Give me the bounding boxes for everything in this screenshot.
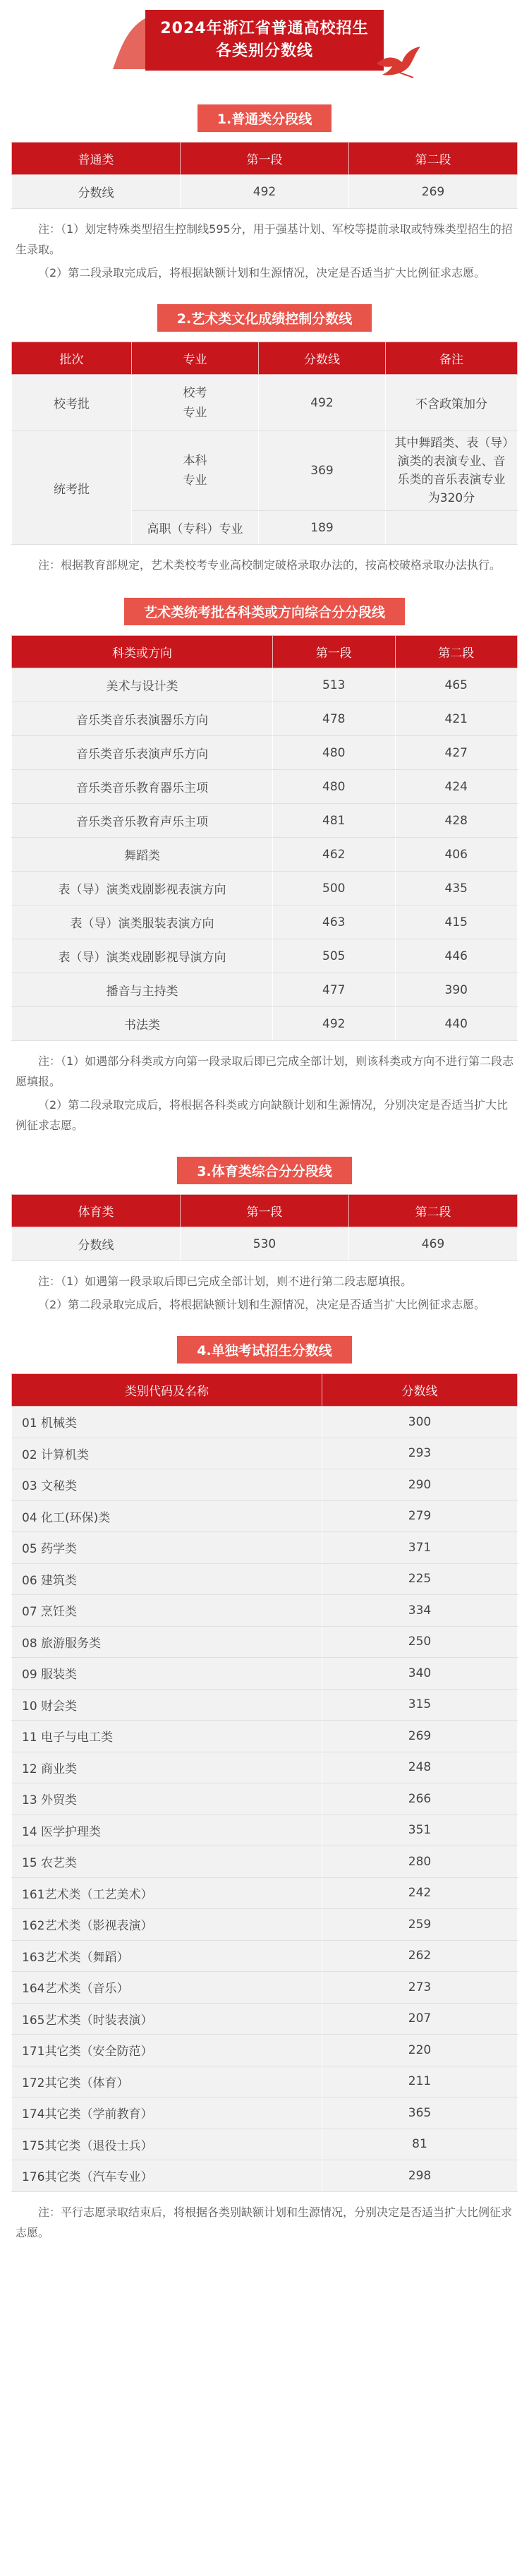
table-cell: 音乐类音乐教育声乐主项 — [12, 804, 273, 838]
table-cell: 统考批 — [12, 431, 132, 545]
table-cell: 250 — [322, 1626, 518, 1658]
table-row — [12, 668, 518, 702]
table-row — [12, 1689, 518, 1721]
table-row — [12, 175, 518, 209]
table-header: 类别代码及名称 — [12, 1374, 322, 1407]
major-line: 本科 — [183, 454, 207, 468]
table-cell: 440 — [395, 1007, 518, 1041]
table-cell: 492 — [181, 175, 349, 209]
dove-icon — [374, 42, 423, 79]
note-text: 注：平行志愿录取结束后，将根据各类别缺额计划和生源情况，分别决定是否适当扩大比例征求志愿。 — [16, 2205, 513, 2239]
table-cell: 03 文秘类 — [12, 1469, 322, 1501]
table-row — [12, 1438, 518, 1469]
table-row — [12, 2035, 518, 2066]
table-cell: 492 — [259, 375, 386, 431]
table-cell: 390 — [395, 973, 518, 1007]
table-cell: 259 — [322, 1909, 518, 1941]
table-cell: 481 — [273, 804, 396, 838]
banner-title-line2: 各类别分数线 — [215, 42, 313, 60]
table-row — [12, 1563, 518, 1595]
table-row — [12, 1595, 518, 1627]
table-cell: 164艺术类（音乐） — [12, 1972, 322, 2004]
table-cell: 273 — [322, 1972, 518, 2004]
table-cell: 369 — [259, 431, 386, 511]
table-header: 第一段 — [273, 636, 396, 668]
table-cell: 465 — [395, 668, 518, 702]
table-cell: 424 — [395, 770, 518, 804]
table-cell: 175其它类（退役士兵） — [12, 2129, 322, 2160]
table-row — [12, 1500, 518, 1532]
table-cell: 02 计算机类 — [12, 1438, 322, 1469]
table-cell: 高职（专科）专业 — [132, 511, 259, 545]
table-row — [12, 1972, 518, 2004]
table-header: 科类或方向 — [12, 636, 273, 668]
table-cell: 校考批 — [12, 375, 132, 431]
table-header: 体育类 — [12, 1195, 181, 1227]
table-cell: 音乐类音乐表演器乐方向 — [12, 702, 273, 736]
table-row — [12, 770, 518, 804]
table-cell: 161艺术类（工艺美术） — [12, 1877, 322, 1909]
table-cell: 280 — [322, 1846, 518, 1878]
red-wave-decoration — [106, 14, 145, 71]
table-cell: 163艺术类（舞蹈） — [12, 1940, 322, 1972]
table-cell: 269 — [322, 1721, 518, 1752]
table-header: 第二段 — [395, 636, 518, 668]
section-title-single-exam: 4.单独考试招生分数线 — [177, 1336, 351, 1364]
major-line: 专业 — [183, 474, 207, 488]
table-cell: 06 建筑类 — [12, 1563, 322, 1595]
table-row — [12, 1469, 518, 1501]
table-cell — [132, 375, 259, 431]
table-cell: 477 — [273, 973, 396, 1007]
table-cell: 530 — [181, 1227, 349, 1261]
header-banner — [0, 0, 529, 79]
table-cell: 315 — [322, 1689, 518, 1721]
note-text: 注：（1）如遇部分科类或方向第一段录取后即已完成全部计划，则该科类或方向不进行第二段志愿填报。 — [16, 1054, 514, 1088]
table-header: 第二段 — [349, 143, 518, 175]
table-row — [12, 431, 518, 511]
table-row — [12, 838, 518, 872]
table-cell — [386, 511, 518, 545]
table-row — [12, 1626, 518, 1658]
table-cell: 其中舞蹈类、表（导）演类的表演专业、音乐类的音乐表演专业为320分 — [386, 431, 518, 511]
table-header: 分数线 — [259, 342, 386, 375]
table-row — [12, 1814, 518, 1846]
table-cell: 11 电子与电工类 — [12, 1721, 322, 1752]
table-row — [12, 1752, 518, 1783]
table-cell: 269 — [349, 175, 518, 209]
table-row — [12, 804, 518, 838]
table-cell: 492 — [273, 1007, 396, 1041]
banner-title-box — [145, 10, 384, 71]
table-row — [12, 1940, 518, 1972]
table-cell: 165艺术类（时装表演） — [12, 2003, 322, 2035]
table-cell: 500 — [273, 872, 396, 905]
table-cell: 513 — [273, 668, 396, 702]
table-cell: 279 — [322, 1500, 518, 1532]
table-cell: 音乐类音乐教育器乐主项 — [12, 770, 273, 804]
table-cell: 242 — [322, 1877, 518, 1909]
table-cell: 分数线 — [12, 1227, 181, 1261]
table-cell: 427 — [395, 736, 518, 770]
section-title-general: 1.普通类分段线 — [197, 104, 332, 132]
table-row — [12, 702, 518, 736]
table-cell: 415 — [395, 905, 518, 939]
table-cell: 211 — [322, 2066, 518, 2097]
table-cell: 421 — [395, 702, 518, 736]
table-cell: 290 — [322, 1469, 518, 1501]
table-cell: 172其它类（体育） — [12, 2066, 322, 2097]
section-title-art-composite: 艺术类统考批各科类或方向综合分分段线 — [124, 598, 405, 625]
table-row — [12, 2003, 518, 2035]
table-row — [12, 1877, 518, 1909]
table-row — [12, 2066, 518, 2097]
table-row — [12, 1783, 518, 1815]
table-row — [12, 2129, 518, 2160]
table-row — [12, 1227, 518, 1261]
note-text: 注：（1）划定特殊类型招生控制线595分，用于强基计划、军校等提前录取或特殊类型招生的招生录取。 — [16, 222, 513, 256]
art-culture-table — [11, 342, 518, 545]
table-row — [12, 1532, 518, 1564]
table-cell: 293 — [322, 1438, 518, 1469]
table-cell: 不含政策加分 — [386, 375, 518, 431]
table-cell: 435 — [395, 872, 518, 905]
table-cell: 表（导）演类服装表演方向 — [12, 905, 273, 939]
table-cell: 207 — [322, 2003, 518, 2035]
table-cell: 406 — [395, 838, 518, 872]
table-cell: 300 — [322, 1407, 518, 1438]
table-header: 第一段 — [181, 1195, 349, 1227]
table-row — [12, 1721, 518, 1752]
table-cell: 09 服装类 — [12, 1658, 322, 1690]
table-cell: 365 — [322, 2097, 518, 2129]
table-cell: 13 外贸类 — [12, 1783, 322, 1815]
table-cell: 162艺术类（影视表演） — [12, 1909, 322, 1941]
table-cell: 462 — [273, 838, 396, 872]
table-cell: 表（导）演类戏剧影视导演方向 — [12, 939, 273, 973]
note-text: （2）第二段录取完成后，将根据各科类或方向缺额计划和生源情况，分别决定是否适当扩大比例征求志愿。 — [16, 1098, 509, 1132]
table-cell: 15 农艺类 — [12, 1846, 322, 1878]
table-cell: 334 — [322, 1595, 518, 1627]
note-text: 注：根据教育部规定，艺术类校考专业高校制定破格录取办法的，按高校破格录取办法执行。 — [38, 558, 501, 572]
table-cell: 298 — [322, 2160, 518, 2192]
table-row — [12, 1658, 518, 1690]
table-row — [12, 905, 518, 939]
table-header: 专业 — [132, 342, 259, 375]
table-row — [12, 2160, 518, 2192]
table-row — [12, 736, 518, 770]
art-composite-table — [11, 635, 518, 1041]
table-cell: 12 商业类 — [12, 1752, 322, 1783]
major-line: 专业 — [183, 405, 207, 420]
table-row — [12, 939, 518, 973]
table-cell: 音乐类音乐表演声乐方向 — [12, 736, 273, 770]
table-cell: 505 — [273, 939, 396, 973]
major-line: 校考 — [183, 385, 207, 400]
table-cell: 播音与主持类 — [12, 973, 273, 1007]
table-cell: 262 — [322, 1940, 518, 1972]
table-cell: 340 — [322, 1658, 518, 1690]
table-cell: 248 — [322, 1752, 518, 1783]
sports-score-table — [11, 1194, 518, 1261]
general-score-table — [11, 142, 518, 209]
table-cell: 463 — [273, 905, 396, 939]
table-cell — [132, 431, 259, 511]
table-cell: 04 化工(环保)类 — [12, 1500, 322, 1532]
table-cell: 428 — [395, 804, 518, 838]
single-exam-rows — [12, 1407, 518, 2192]
table-header: 第二段 — [349, 1195, 518, 1227]
table-cell: 171其它类（安全防范） — [12, 2035, 322, 2066]
table-cell: 81 — [322, 2129, 518, 2160]
table-cell: 美术与设计类 — [12, 668, 273, 702]
table-cell: 14 医学护理类 — [12, 1814, 322, 1846]
section-title-art-culture: 2.艺术类文化成绩控制分数线 — [157, 304, 372, 332]
table-cell: 10 财会类 — [12, 1689, 322, 1721]
table-cell: 01 机械类 — [12, 1407, 322, 1438]
table-cell: 表（导）演类戏剧影视表演方向 — [12, 872, 273, 905]
table-cell: 220 — [322, 2035, 518, 2066]
section-title-sports: 3.体育类综合分分段线 — [177, 1157, 351, 1184]
table-cell: 480 — [273, 736, 396, 770]
table-row — [12, 375, 518, 431]
table-cell: 分数线 — [12, 175, 181, 209]
table-row — [12, 1007, 518, 1041]
single-exam-table — [11, 1373, 518, 2192]
table-cell: 225 — [322, 1563, 518, 1595]
table-cell: 478 — [273, 702, 396, 736]
table-header: 分数线 — [322, 1374, 518, 1407]
table-cell: 176其它类（汽车专业） — [12, 2160, 322, 2192]
table-cell: 书法类 — [12, 1007, 273, 1041]
table-row — [12, 872, 518, 905]
table-row — [12, 1407, 518, 1438]
table-cell: 174其它类（学前教育） — [12, 2097, 322, 2129]
table-cell: 351 — [322, 1814, 518, 1846]
banner-title-line1: 2024年浙江省普通高校招生 — [160, 20, 369, 37]
note-text: （2）第二段录取完成后，将根据缺额计划和生源情况，决定是否适当扩大比例征求志愿。 — [38, 1298, 486, 1311]
table-row — [12, 2097, 518, 2129]
table-cell: 07 烹饪类 — [12, 1595, 322, 1627]
table-header: 批次 — [12, 342, 132, 375]
table-header: 第一段 — [181, 143, 349, 175]
table-row — [12, 1909, 518, 1941]
table-cell: 469 — [349, 1227, 518, 1261]
table-cell: 08 旅游服务类 — [12, 1626, 322, 1658]
table-cell: 189 — [259, 511, 386, 545]
table-row — [12, 973, 518, 1007]
table-header: 普通类 — [12, 143, 181, 175]
table-cell: 05 药学类 — [12, 1532, 322, 1564]
table-cell: 266 — [322, 1783, 518, 1815]
table-cell: 舞蹈类 — [12, 838, 273, 872]
art-composite-rows — [12, 668, 518, 1041]
table-cell: 480 — [273, 770, 396, 804]
note-text: 注：（1）如遇第一段录取后即已完成全部计划，则不进行第二段志愿填报。 — [38, 1275, 413, 1288]
note-text: （2）第二段录取完成后，将根据缺额计划和生源情况，决定是否适当扩大比例征求志愿。 — [38, 266, 486, 279]
table-cell: 371 — [322, 1532, 518, 1564]
table-header: 备注 — [386, 342, 518, 375]
table-row — [12, 1846, 518, 1878]
table-cell: 446 — [395, 939, 518, 973]
